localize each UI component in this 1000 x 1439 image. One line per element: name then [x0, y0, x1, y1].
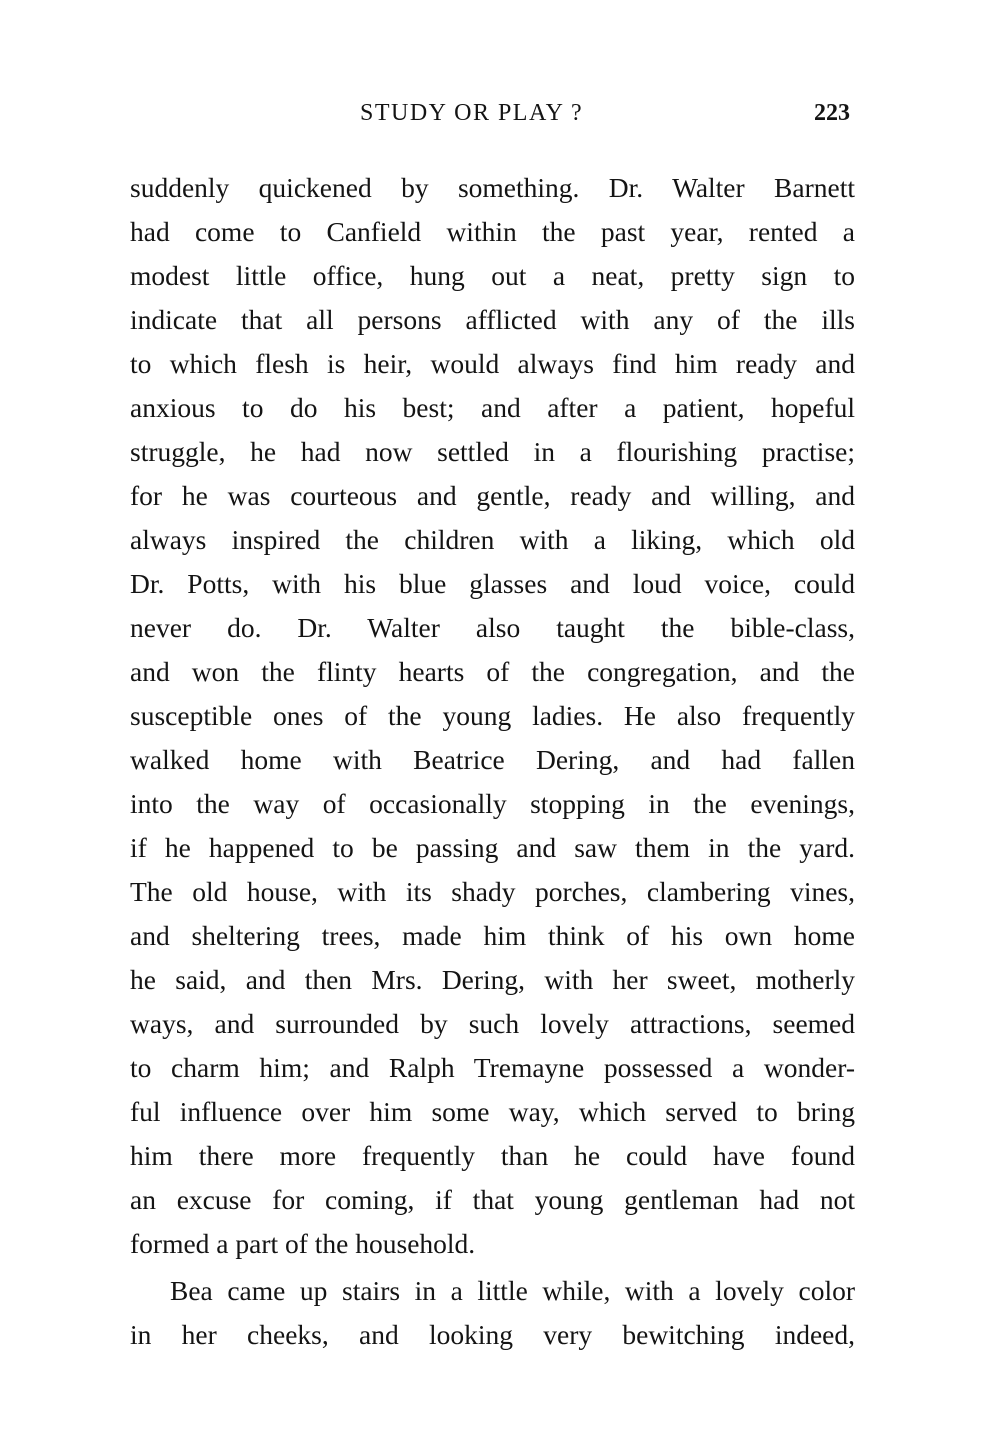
text-line: indicate that all persons afflicted with any of the ills — [130, 304, 855, 335]
text-line: for he was courteous and gentle, ready and willing, and — [130, 480, 855, 511]
paragraph-1 — [130, 166, 855, 1266]
text-line: never do. Dr. Walter also taught the bible-class, — [130, 612, 855, 643]
text-line: Bea came up stairs in a little while, with a lovely color — [170, 1275, 855, 1306]
text-line: anxious to do his best; and after a patient, hopeful — [130, 392, 855, 423]
text-line: to which flesh is heir, would always find him ready and — [130, 348, 855, 379]
text-line: formed a part of the household. — [130, 1228, 476, 1259]
text-line: in her cheeks, and looking very bewitching indeed, — [130, 1319, 855, 1350]
text-line: walked home with Beatrice Dering, and had fallen — [130, 744, 855, 775]
body-text — [130, 166, 855, 1357]
text-line: an excuse for coming, if that young gentleman had not — [130, 1184, 855, 1215]
text-line: struggle, he had now settled in a flourishing practise; — [130, 436, 855, 467]
running-head — [130, 100, 855, 140]
text-line: him there more frequently than he could have found — [130, 1140, 855, 1171]
text-line: always inspired the children with a liking, which old — [130, 524, 855, 555]
text-line: susceptible ones of the young ladies. He also frequently — [130, 700, 855, 731]
text-line: and won the flinty hearts of the congregation, and the — [130, 656, 855, 687]
text-line: ful influence over him some way, which served to bring — [130, 1096, 855, 1127]
text-line: to charm him; and Ralph Tremayne possessed a wonder- — [130, 1052, 855, 1083]
page-number: 223 — [814, 100, 850, 126]
text-line: he said, and then Mrs. Dering, with her sweet, motherly — [130, 964, 855, 995]
running-title: STUDY OR PLAY ? — [360, 100, 584, 126]
text-line: suddenly quickened by something. Dr. Walter Barnett — [130, 172, 855, 203]
text-line: modest little office, hung out a neat, pretty sign to — [130, 260, 855, 291]
text-line: had come to Canfield within the past year, rented a — [130, 216, 855, 247]
text-line: The old house, with its shady porches, clambering vines, — [130, 876, 855, 907]
text-line: Dr. Potts, with his blue glasses and loud voice, could — [130, 568, 855, 599]
text-line: and sheltering trees, made him think of his own home — [130, 920, 855, 951]
text-line: if he happened to be passing and saw them in the yard. — [130, 832, 855, 863]
text-line: into the way of occasionally stopping in the evenings, — [130, 788, 855, 819]
text-line: ways, and surrounded by such lovely attractions, seemed — [130, 1008, 855, 1039]
paragraph-2 — [130, 1269, 855, 1357]
